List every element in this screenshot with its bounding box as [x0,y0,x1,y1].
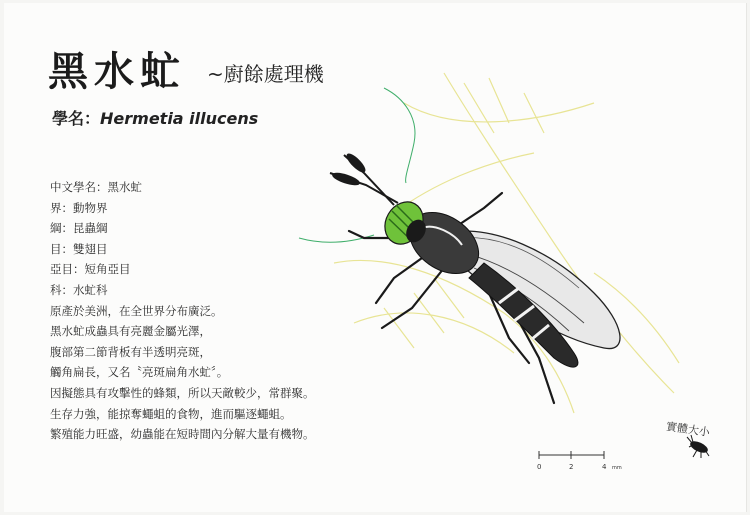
info-line: 亞目：短角亞目 [50,262,131,277]
soldier-fly-illustration [294,63,714,423]
real-size-fly-icon [679,431,719,461]
scale-bar [534,449,644,475]
info-line: 界：動物界 [50,200,108,215]
info-line: 腹部第二節背板有半透明亮斑， [50,344,211,359]
info-line: 中文學名：黑水虻 [50,180,142,194]
info-line: 因擬態具有攻擊性的蜂類，所以天敵較少，常群聚。 [50,385,315,400]
fly-antennae [330,152,398,205]
info-line: 繁殖能力旺盛，幼蟲能在短時間內分解大量有機物。 [50,427,315,442]
info-line: 目：雙翅目 [50,241,108,256]
real-size-label: 實體大小 [665,419,711,439]
info-line: 科：水虻科 [50,282,108,297]
info-line: 綱：昆蟲綱 [50,221,108,236]
info-line: 觸角扁長，又名〝亮斑扁角水虻〞。 [50,365,229,380]
scale-unit: mm [612,465,622,471]
page-subtitle: ~廚餘處理機 [207,62,324,86]
scale-tick-2: 2 [569,463,574,471]
scientific-name-value: Hermetia illucens [100,109,259,128]
scientific-name-label: 學名： [52,109,101,128]
info-line: 黑水虻成蟲具有亮麗金屬光澤， [50,324,211,339]
scale-tick-4: 4 [602,463,607,471]
info-line: 原產於美洲，在全世界分布廣泛。 [50,303,223,318]
drawing-sheet [4,3,747,512]
page-title: 黑水虻 [48,49,186,95]
info-line: 生存力強，能掠奪蠅蛆的食物，進而驅逐蠅蛆。 [50,406,292,421]
scale-tick-0: 0 [537,463,542,471]
scientific-name [52,106,258,129]
